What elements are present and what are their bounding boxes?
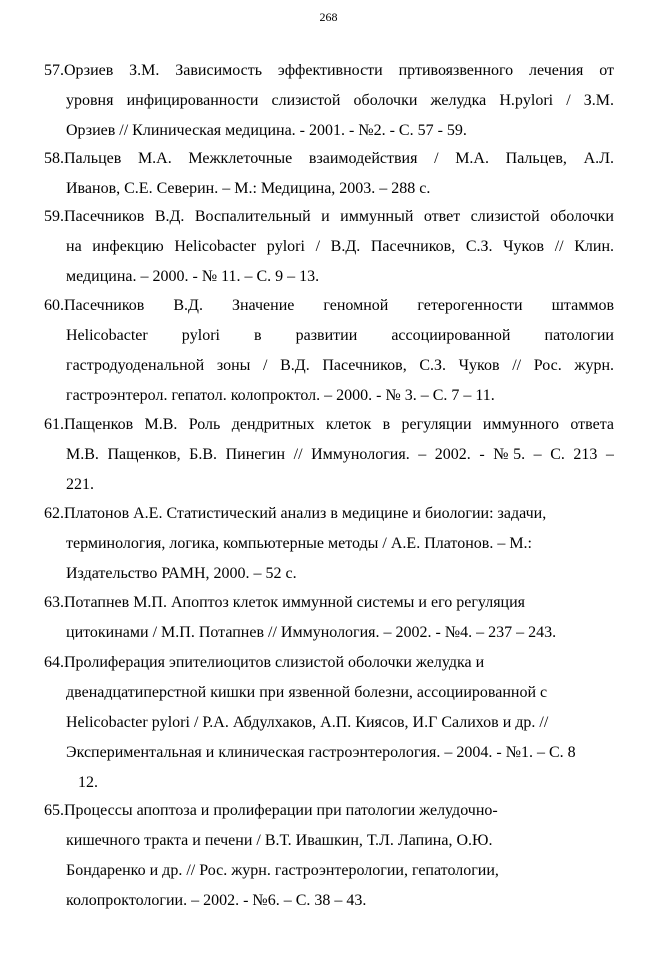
reference-58 — [44, 144, 614, 204]
reference-line: 57.Орзиев З.М. Зависимость эффективности пртивоязвенного лечения от — [44, 62, 614, 79]
reference-line: 12. — [78, 774, 98, 791]
reference-line: 65.Процессы апоптоза и пролиферации при патологии желудочно- — [44, 802, 498, 819]
reference-59 — [44, 202, 614, 292]
reference-line: 58.Пальцев М.А. Межклеточные взаимодействия / М.А. Пальцев, А.Л. — [44, 150, 614, 167]
reference-line: на инфекцию Helicobacter pylori / В.Д. Пасечников, С.З. Чуков // Клин. — [66, 238, 614, 255]
reference-line: 59.Пасечников В.Д. Воспалительный и иммунный ответ слизистой оболочки — [44, 208, 614, 225]
reference-63 — [44, 588, 614, 648]
reference-line: Экспериментальная и клиническая гастроэнтерология. – 2004. - №1. – С. 8 — [66, 744, 576, 761]
reference-line: Helicobacter pylori в развитии ассоциированной патологии — [66, 327, 614, 344]
reference-57 — [44, 56, 614, 146]
reference-line: 61.Пащенков М.В. Роль дендритных клеток в регуляции иммунного ответа — [44, 416, 614, 433]
reference-line: двенадцатиперстной кишки при язвенной болезни, ассоциированной с — [66, 684, 548, 701]
reference-65 — [44, 796, 614, 916]
reference-line: Бондаренко и др. // Рос. журн. гастроэнтерологии, гепатологии, — [66, 862, 499, 879]
reference-line: уровня инфицированности слизистой оболочки желудка H.pylori / З.М. — [66, 92, 614, 109]
reference-line: 64.Пролиферация эпителиоцитов слизистой оболочки желудка и — [44, 654, 485, 671]
reference-line: 221. — [66, 476, 94, 493]
reference-60 — [44, 291, 614, 411]
reference-line: медицина. – 2000. - № 11. – С. 9 – 13. — [66, 268, 320, 285]
reference-64 — [44, 648, 614, 798]
reference-line: гастроэнтерол. гепатол. колопроктол. – 2000. - № 3. – С. 7 – 11. — [66, 387, 495, 404]
reference-line: кишечного тракта и печени / В.Т. Ивашкин, Т.Л. Лапина, О.Ю. — [66, 832, 493, 849]
reference-line: 62.Платонов А.Е. Статистический анализ в медицине и биологии: задачи, — [44, 505, 547, 522]
reference-61 — [44, 410, 614, 500]
reference-line: Helicobacter pylori / Р.А. Абдулхаков, А.П. Киясов, И.Г Салихов и др. // — [66, 714, 549, 731]
reference-line: колопроктологии. – 2002. - №6. – С. 38 – 43. — [66, 892, 367, 909]
reference-line: М.В. Пащенков, Б.В. Пинегин // Иммунология. – 2002. - №5. – С. 213 – — [66, 446, 614, 463]
reference-line: 63.Потапнев М.П. Апоптоз клеток иммунной системы и его регуляция — [44, 594, 526, 611]
reference-line: Издательство РАМН, 2000. – 52 с. — [66, 565, 297, 582]
reference-line: 60.Пасечников В.Д. Значение геномной гетерогенности штаммов — [44, 297, 614, 314]
reference-line: гастродуоденальной зоны / В.Д. Пасечников, С.З. Чуков // Рос. журн. — [66, 357, 614, 374]
reference-line: цитокинами / М.П. Потапнев // Иммунология. – 2002. - №4. – 237 – 243. — [66, 624, 557, 641]
reference-line: Иванов, С.Е. Северин. – М.: Медицина, 2003. – 288 с. — [66, 180, 431, 197]
reference-line: Орзиев // Клиническая медицина. - 2001. - №2. - С. 57 - 59. — [66, 122, 467, 139]
reference-62 — [44, 499, 614, 589]
page-number: 268 — [319, 10, 338, 24]
reference-line: терминология, логика, компьютерные методы / А.Е. Платонов. – М.: — [66, 535, 532, 552]
